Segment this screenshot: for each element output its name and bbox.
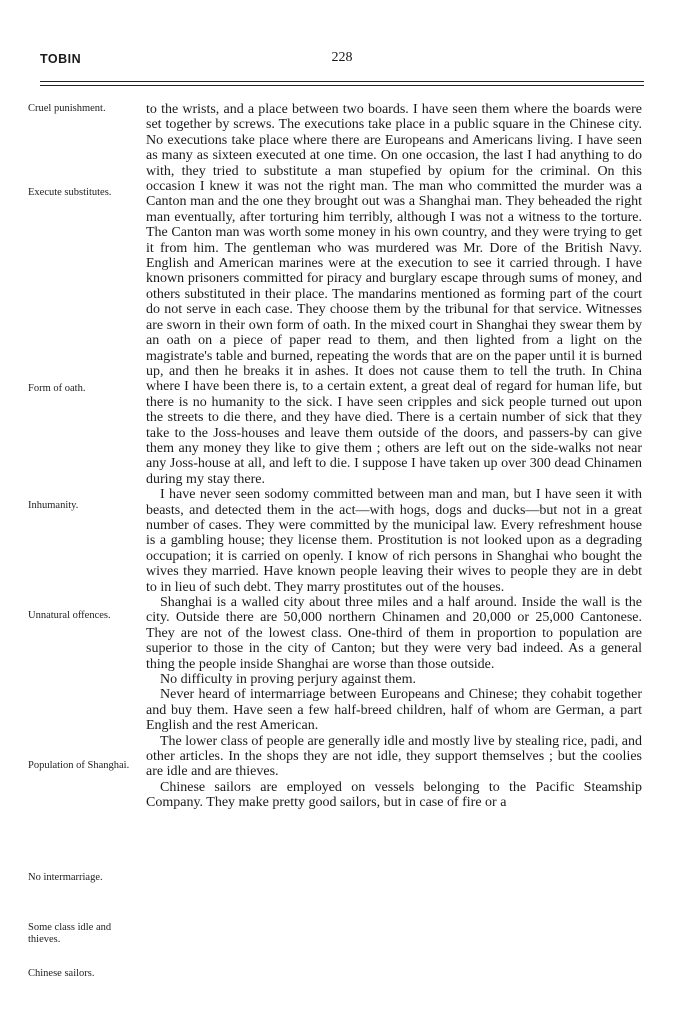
margin-note-inhumanity: Inhumanity. bbox=[28, 500, 79, 511]
header-rule-bottom bbox=[40, 85, 644, 86]
paragraph: Never heard of intermarriage between Europeans and Chinese; they cohabit together and buy them. Have seen a few half-breed children, half of whom are German, a part English and the rest American. bbox=[146, 687, 642, 734]
margin-note-chinese-sailors: Chinese sailors. bbox=[28, 968, 95, 979]
body-text bbox=[146, 102, 642, 811]
margin-note-cruel-punishment: Cruel punishment. bbox=[28, 103, 106, 114]
margin-note-unnatural-offences: Unnatural offences. bbox=[28, 610, 111, 621]
paragraph: to the wrists, and a place between two boards. I have seen them where the boards were set together by screws. The executions take place in a public square in the Chinese city. No executions take place where there are Europeans and Americans living. I have seen as many as sixteen executed at one time. On one occasion, the last I had anything to do with, they tried to substitute a man stupefied by opium for the criminal. On this occasion I knew it was not the right man. The man who committed the murder was a Canton man and the one they brought out was a Shanghai man. They beheaded the right man eventually, after torturing him terribly, although I was not a witness to the torture. The Canton man was worth some money in his own country, and they were trying to get it from him. The gentleman who was murdered was Mr. Dore of the British Navy. English and American marines were at the execution to see it carried through. I have known prisoners committed for piracy and burglary escape through sums of money, and others substituted in their place. The mandarins mentioned as forming part of the court do not serve in each case. They choose them by the tribunal for that service. Witnesses are sworn in their own form of oath. In the mixed court in Shanghai they swear them by an oath on a piece of paper read to them, and then lighted from a light on the magistrate's table and burned, repeating the words that are on the paper until it is burned up, and then he breaks it in ashes. It does not cause them to tell the truth. In China where I have been there is, to a certain extent, a great deal of regard for human life, but there is no humanity to the sick. I have seen cripples and sick people turned out upon the streets to die there, and they have died. There is a certain number of sick that they take to the Joss-houses and leave them outside of the doors, and passers-by can give them any money they like to give them ; others are left out on the side-walks not near any Joss-house at all, and left to die. I suppose I have taken up over 300 dead Chinamen during my stay there. bbox=[146, 102, 642, 487]
margin-note-form-of-oath: Form of oath. bbox=[28, 383, 86, 394]
page-header bbox=[40, 50, 644, 70]
paragraph: The lower class of people are generally idle and mostly live by stealing rice, padi, and other articles. In the shops they are not idle, they support themselves ; but the coolies are idle and are thieves. bbox=[146, 733, 642, 780]
margin-note-population-of-shanghai: Population of Shanghai. bbox=[28, 760, 130, 771]
header-rule-top bbox=[40, 81, 644, 82]
margin-note-execute-substitutes: Execute substitutes. bbox=[28, 187, 112, 198]
paragraph: No difficulty in proving perjury against them. bbox=[160, 672, 416, 688]
margin-note-no-intermarriage: No intermarriage. bbox=[28, 872, 103, 883]
margin-note-some-class-idle: Some class idle and thieves. bbox=[28, 922, 112, 945]
page-number: 228 bbox=[331, 50, 353, 65]
paragraph: I have never seen sodomy committed between man and man, but I have seen it with beasts, and detected them in the act—with hogs, dogs and ducks—but not in a great number of cases. They were committed by the municipal law. Every refreshment house is a gambling house; they license them. Prostitution is not looked upon as a degrading occupation; it is carried on openly. I know of rich persons in Shanghai who bought the wives they married. Have known people leaving their wives to people they are in debt to in lieu of such debt. They marry prostitutes out of the houses. bbox=[146, 487, 642, 595]
paragraph: Chinese sailors are employed on vessels belonging to the Pacific Steamship Company. They make pretty good sailors, but in case of fire or a bbox=[146, 779, 642, 811]
running-head: TOBIN bbox=[40, 52, 82, 66]
paragraph: Shanghai is a walled city about three miles and a half around. Inside the wall is the city. Outside there are 50,000 northern Chinamen and 20,000 or 25,000 Cantonese. They are not of the lowest class. One-third of them in proportion to population are superior to those in the city of Canton; but they were very bad indeed. As a general thing the people inside Shanghai are worse than those outside. bbox=[146, 595, 642, 672]
